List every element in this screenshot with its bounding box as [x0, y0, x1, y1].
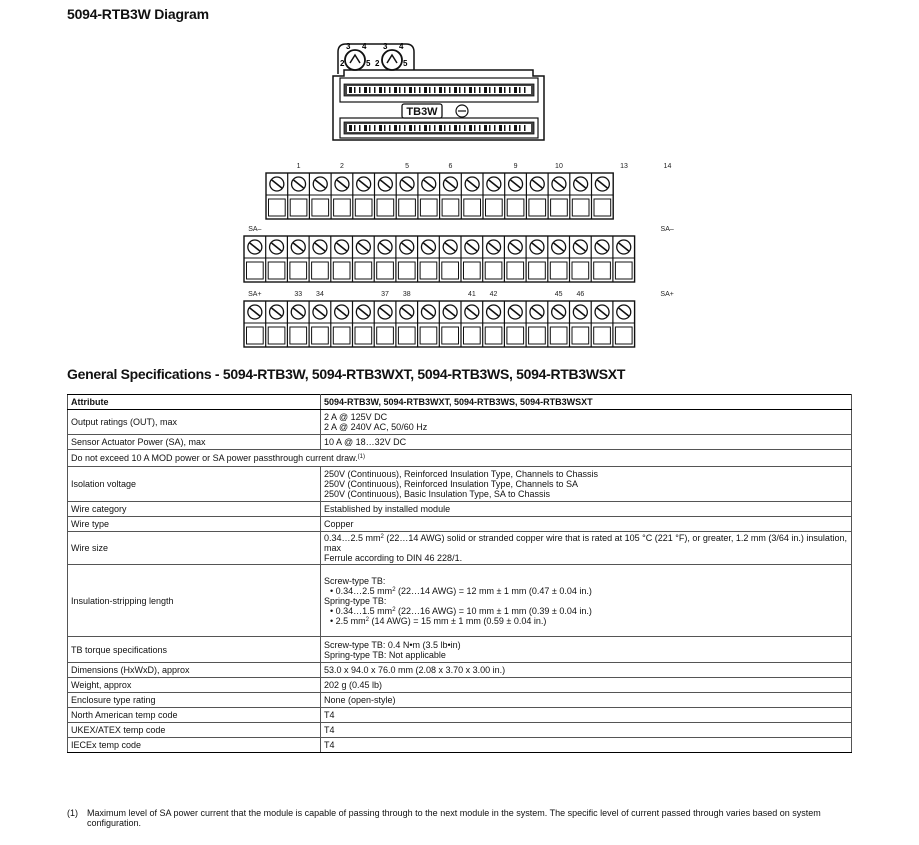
terminal-label: 46 [576, 291, 585, 298]
wire-entry [247, 262, 264, 279]
wire-entry [594, 327, 611, 344]
wire-entry [551, 199, 568, 216]
terminal-screw-icon [400, 177, 414, 191]
terminal-screw-icon [443, 240, 457, 254]
terminal-screw-icon [378, 240, 392, 254]
row-value: T4 [321, 738, 852, 753]
footnote-ref: (1) [357, 454, 365, 460]
terminal-label: 6 [448, 163, 453, 170]
spec-table [67, 394, 852, 753]
module-label: TB3W [406, 106, 438, 118]
wire-entry [464, 262, 481, 279]
table-row [68, 410, 852, 435]
wire-entry [550, 327, 567, 344]
terminal-screw-icon [422, 177, 436, 191]
terminal-screw-icon [530, 305, 544, 319]
terminal-label: SA– [248, 226, 262, 233]
terminal-screw-icon [595, 305, 609, 319]
table-row [68, 450, 852, 467]
row-value: T4 [321, 708, 852, 723]
terminal-screw-icon [487, 177, 501, 191]
table-row [68, 517, 852, 532]
terminal-label: 42 [489, 291, 498, 298]
terminal-screw-icon [465, 305, 479, 319]
row-value: 10 A @ 18…32V DC [321, 435, 852, 450]
wire-entry [269, 199, 286, 216]
row-attr: Output ratings (OUT), max [68, 410, 321, 435]
wire-entry [377, 327, 394, 344]
wire-entry [529, 199, 546, 216]
row-attr: Wire category [68, 502, 321, 517]
terminal-screw-icon [400, 305, 414, 319]
terminal-screw-icon [487, 305, 501, 319]
wire-entry [398, 262, 415, 279]
terminal-screw-icon [270, 305, 284, 319]
wire-entry [485, 327, 502, 344]
terminal-row-1 [266, 163, 671, 219]
svg-text:5: 5 [403, 59, 408, 68]
terminal-label: 5 [405, 163, 410, 170]
terminal-screw-icon [270, 240, 284, 254]
terminal-label: 33 [294, 291, 303, 298]
terminal-screw-icon [443, 305, 457, 319]
wire-entry [615, 262, 632, 279]
wire-entry [572, 327, 589, 344]
svg-text:4: 4 [362, 42, 367, 51]
terminal-label: 14 [663, 163, 672, 170]
terminal-row-3 [244, 291, 674, 347]
terminal-block-rows [244, 163, 674, 347]
terminal-screw-icon [465, 240, 479, 254]
note-row: Do not exceed 10 A MOD power or SA power passthrough current draw.$^{(1)}$ [68, 450, 852, 467]
svg-text:3: 3 [346, 42, 351, 51]
spec-title: General Specifications - 5094-RTB3W, 5094-RTB3WXT, 5094-RTB3WS, 5094-RTB3WSXT [67, 366, 626, 382]
terminal-label: 10 [555, 163, 563, 170]
terminal-screw-icon [574, 177, 588, 191]
terminal-screw-icon [552, 177, 566, 191]
terminal-label: SA+ [660, 291, 674, 298]
wire-entry [594, 262, 611, 279]
svg-text:3: 3 [383, 42, 388, 51]
wire-entry [334, 199, 351, 216]
terminal-screw-icon [552, 305, 566, 319]
wire-entry [442, 327, 459, 344]
terminal-screw-icon [248, 305, 262, 319]
table-row [68, 637, 852, 663]
wire-entry [377, 262, 394, 279]
terminal-screw-icon [313, 240, 327, 254]
wire-entry [507, 262, 524, 279]
svg-text:5: 5 [366, 59, 371, 68]
row-attr: TB torque specifications [68, 637, 321, 663]
wire-entry [268, 327, 285, 344]
wire-entry [290, 199, 307, 216]
row-value: 202 g (0.45 lb) [321, 678, 852, 693]
terminal-screw-icon [595, 177, 609, 191]
terminal-screw-icon [487, 240, 501, 254]
terminal-screw-icon [270, 177, 284, 191]
row-attr: Insulation-stripping length [68, 565, 321, 637]
row-attr: Sensor Actuator Power (SA), max [68, 435, 321, 450]
wire-entry [355, 262, 372, 279]
wire-entry [485, 262, 502, 279]
terminal-screw-icon [552, 240, 566, 254]
wire-entry [615, 327, 632, 344]
table-row [68, 708, 852, 723]
footnote [67, 808, 852, 828]
terminal-screw-icon [421, 240, 435, 254]
wire-entry [529, 262, 546, 279]
terminal-screw-icon [292, 177, 306, 191]
terminal-screw-icon [465, 177, 479, 191]
wire-entry [312, 262, 329, 279]
terminal-screw-icon [573, 305, 587, 319]
row-attr: Enclosure type rating [68, 693, 321, 708]
wire-entry [398, 327, 415, 344]
wire-entry [594, 199, 611, 216]
wiring-diagram [0, 0, 919, 360]
row-attr: Wire size [68, 532, 321, 565]
row-attr: Weight, approx [68, 678, 321, 693]
row-value: Screw-type TB: • 0.34…2.5 $mm^2$ (22…14 AWG) = 12 mm ± 1 mm (0.47 ± 0.04 in.) Spring-type TB: • 0.34…1.5 $mm^2$ (22…16 AWG) = 10 mm ± 1 mm (0.39 ± 0.04 in.) • 2.5 $mm^2$ (14 AWG) = 15 mm ± 1 mm (0.59 ± 0.04 in.) [321, 565, 852, 637]
wire-entry [377, 199, 394, 216]
terminal-screw-icon [291, 305, 305, 319]
wire-entry [399, 199, 416, 216]
terminal-screw-icon [400, 240, 414, 254]
wire-entry [312, 327, 329, 344]
row-value: Copper [321, 517, 852, 532]
row-attr: North American temp code [68, 708, 321, 723]
row-value: T4 [321, 723, 852, 738]
terminal-screw-icon [617, 240, 631, 254]
terminal-screw-icon [291, 240, 305, 254]
terminal-label: 9 [513, 163, 518, 170]
terminal-screw-icon [617, 305, 631, 319]
terminal-screw-icon [313, 305, 327, 319]
footnote-number: (1) [67, 808, 78, 818]
row-attr: IECEx temp code [68, 738, 321, 753]
wire-entry [268, 262, 285, 279]
wire-entry [290, 262, 307, 279]
row-value: 2 A @ 125V DC 2 A @ 240V AC, 50/60 Hz [321, 410, 852, 435]
row-value: 0.34…2.5 $mm^2$ (22…14 AWG) solid or stranded copper wire that is rated at 105 °C (221 °F), or greater, 1.2 mm (3/64 in.) insulation, max Ferrule according to DIN 46 228/1. [321, 532, 852, 565]
wire-entry [290, 327, 307, 344]
row-value: 250V (Continuous), Reinforced Insulation Type, Channels to Chassis 250V (Continuous), Reinforced Insulation Type, Channels to SA 250V (Continuous), Basic Insulation Type, SA to Chassis [321, 467, 852, 502]
terminal-screw-icon [356, 305, 370, 319]
table-row [68, 532, 852, 565]
address-dial-right-icon [375, 42, 408, 70]
terminal-screw-icon [508, 240, 522, 254]
address-dial-left-icon [340, 42, 371, 70]
wire-entry [572, 262, 589, 279]
wire-entry [420, 199, 437, 216]
wire-entry [442, 199, 459, 216]
wire-entry [333, 327, 350, 344]
terminal-screw-icon [357, 177, 371, 191]
terminal-label: 13 [620, 163, 628, 170]
terminal-screw-icon [313, 177, 327, 191]
table-row [68, 693, 852, 708]
wire-entry [442, 262, 459, 279]
terminal-label: SA– [660, 226, 674, 233]
terminal-screw-icon [421, 305, 435, 319]
terminal-screw-icon [509, 177, 523, 191]
table-row [68, 738, 852, 753]
wire-entry [355, 199, 372, 216]
terminal-screw-icon [335, 240, 349, 254]
wire-entry [529, 327, 546, 344]
wire-entry [464, 327, 481, 344]
table-row [68, 663, 852, 678]
table-row [68, 678, 852, 693]
terminal-screw-icon [573, 240, 587, 254]
terminal-label: 2 [339, 163, 344, 170]
row-attr: Isolation voltage [68, 467, 321, 502]
row-attr: UKEX/ATEX temp code [68, 723, 321, 738]
terminal-row-2 [244, 226, 674, 282]
terminal-screw-icon [335, 305, 349, 319]
row-attr: Wire type [68, 517, 321, 532]
row-value: 53.0 x 94.0 x 76.0 mm (2.08 x 3.70 x 3.00 in.) [321, 663, 852, 678]
terminal-screw-icon [335, 177, 349, 191]
footnote-text: Maximum level of SA power current that the module is capable of passing through to the next module in the system. The specific level of current passed through varies based on system configuration. [87, 808, 821, 828]
header-models: 5094-RTB3W, 5094-RTB3WXT, 5094-RTB3WS, 5094-RTB3WSXT [321, 395, 852, 410]
terminal-label: 38 [402, 291, 411, 298]
svg-text:2: 2 [340, 59, 345, 68]
wire-entry [333, 262, 350, 279]
wire-entry [247, 327, 264, 344]
row-value: Screw-type TB: 0.4 N•m (3.5 lb•in) Spring-type TB: Not applicable [321, 637, 852, 663]
terminal-screw-icon [378, 305, 392, 319]
wire-entry [486, 199, 503, 216]
terminal-screw-icon [356, 240, 370, 254]
terminal-screw-icon [530, 177, 544, 191]
rtb-module-drawing [333, 42, 544, 140]
wire-entry [312, 199, 329, 216]
wire-entry [464, 199, 481, 216]
wire-entry [420, 262, 437, 279]
wire-entry [420, 327, 437, 344]
terminal-label: 45 [554, 291, 563, 298]
wire-entry [572, 199, 589, 216]
svg-text:2: 2 [375, 59, 380, 68]
table-header-row [68, 395, 852, 410]
wire-entry [550, 262, 567, 279]
diagram-title: 5094-RTB3W Diagram [67, 6, 209, 22]
row-attr: Dimensions (HxWxD), approx [68, 663, 321, 678]
header-attribute: Attribute [68, 395, 321, 410]
terminal-screw-icon [378, 177, 392, 191]
wire-entry [507, 327, 524, 344]
table-row [68, 467, 852, 502]
terminal-screw-icon [248, 240, 262, 254]
terminal-label: 1 [296, 163, 301, 170]
wire-entry [355, 327, 372, 344]
table-row [68, 502, 852, 517]
terminal-screw-icon [508, 305, 522, 319]
terminal-label: SA+ [248, 291, 262, 298]
terminal-label: 34 [316, 291, 324, 298]
terminal-screw-icon [530, 240, 544, 254]
wire-entry [507, 199, 524, 216]
row-value: Established by installed module [321, 502, 852, 517]
row-value: None (open-style) [321, 693, 852, 708]
terminal-screw-icon [595, 240, 609, 254]
table-row [68, 565, 852, 637]
table-row [68, 723, 852, 738]
terminal-screw-icon [443, 177, 457, 191]
terminal-label: 37 [381, 291, 389, 298]
svg-text:4: 4 [399, 42, 404, 51]
terminal-label: 41 [467, 291, 476, 298]
table-row [68, 435, 852, 450]
